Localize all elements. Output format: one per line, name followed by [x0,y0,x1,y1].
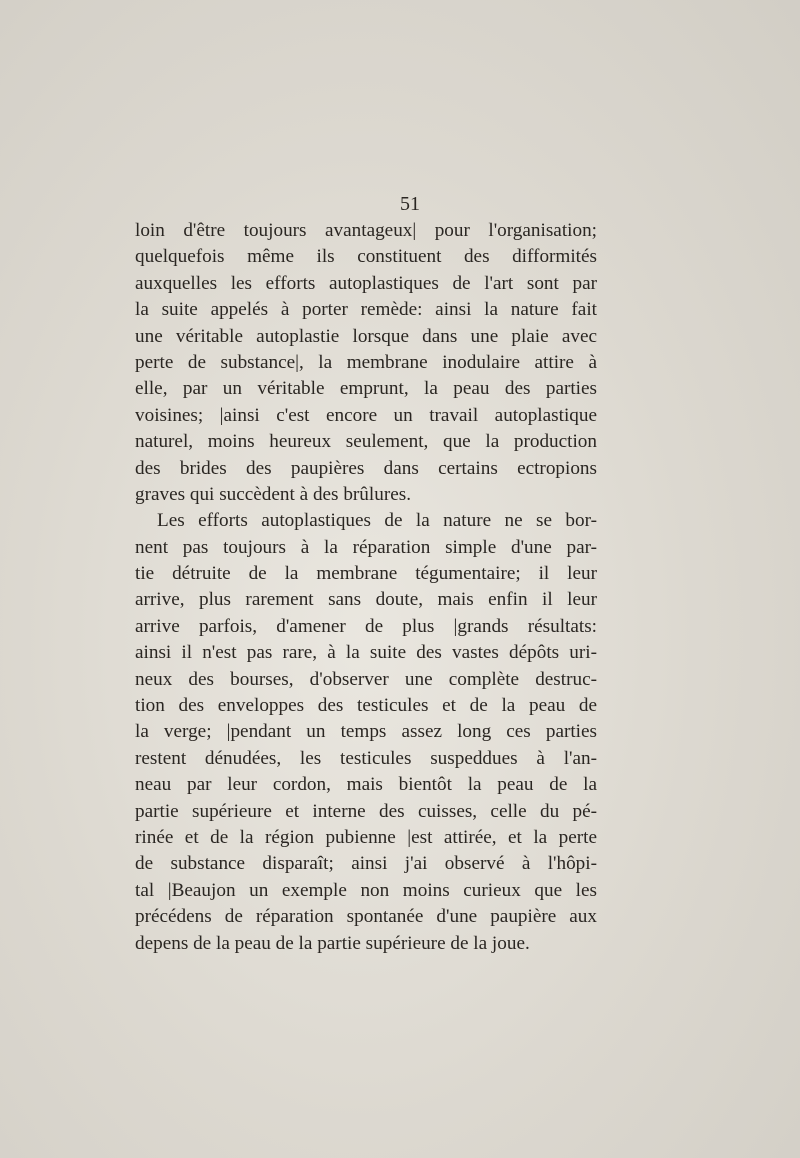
text-line: tie détruite de la membrane tégumentaire; il leur [135,563,597,585]
paragraph-1 [135,218,597,508]
text-line: la suite appelés à porter remède: ainsi la nature fait [135,299,597,321]
text-line: loin d'être toujours avantageux| pour l'organisation; [135,220,597,241]
text-line: tal |Beaujon un exemple non moins curieux que les [135,879,597,901]
text-line: naturel, moins heureux seulement, que la production [135,431,597,453]
text-line: restent dénudées, les testicules suspeddues à l'an- [135,747,597,769]
body-text [135,218,597,957]
text-line: depens de la peau de la partie supérieure de la joue. [135,932,530,954]
text-line: des brides des paupières dans certains ectropions [135,457,597,479]
text-line: neau par leur cordon, mais bientôt la peau de la [135,774,597,796]
text-line: voisines; |ainsi c'est encore un travail autoplastique [135,404,597,426]
text-line: perte de substance|, la membrane inodulaire attire à [135,351,597,373]
text-line: de substance disparaît; ainsi j'ai observé à l'hôpi- [135,853,597,875]
text-line: ainsi il n'est pas rare, à la suite des vastes dépôts uri- [135,642,597,664]
paragraph-2 [135,508,597,957]
text-line: arrive parfois, d'amener de plus |grands résultats: [135,615,597,637]
text-line: la verge; |pendant un temps assez long ces parties [135,721,597,743]
text-line: graves qui succèdent à des brûlures. [135,483,411,505]
text-line: tion des enveloppes des testicules et de la peau de [135,695,597,717]
text-line: partie supérieure et interne des cuisses, celle du pé- [135,800,597,822]
text-line: précédens de réparation spontanée d'une paupière aux [135,906,597,928]
text-line: une véritable autoplastie lorsque dans une plaie avec [135,325,597,347]
text-line: neux des bourses, d'observer une complète destruc- [135,668,597,690]
text-line: elle, par un véritable emprunt, la peau des parties [135,378,597,400]
text-line: rinée et de la région pubienne |est attirée, et la perte [135,826,597,848]
text-line: nent pas toujours à la réparation simple d'une par- [135,536,597,558]
page-number: 51 [400,193,420,215]
text-line: Les efforts autoplastiques de la nature ne se bor- [157,510,597,532]
text-line: quelquefois même ils constituent des difformités [135,246,597,268]
text-line: arrive, plus rarement sans doute, mais enfin il leur [135,589,597,611]
text-line: auxquelles les efforts autoplastiques de l'art sont par [135,272,597,294]
